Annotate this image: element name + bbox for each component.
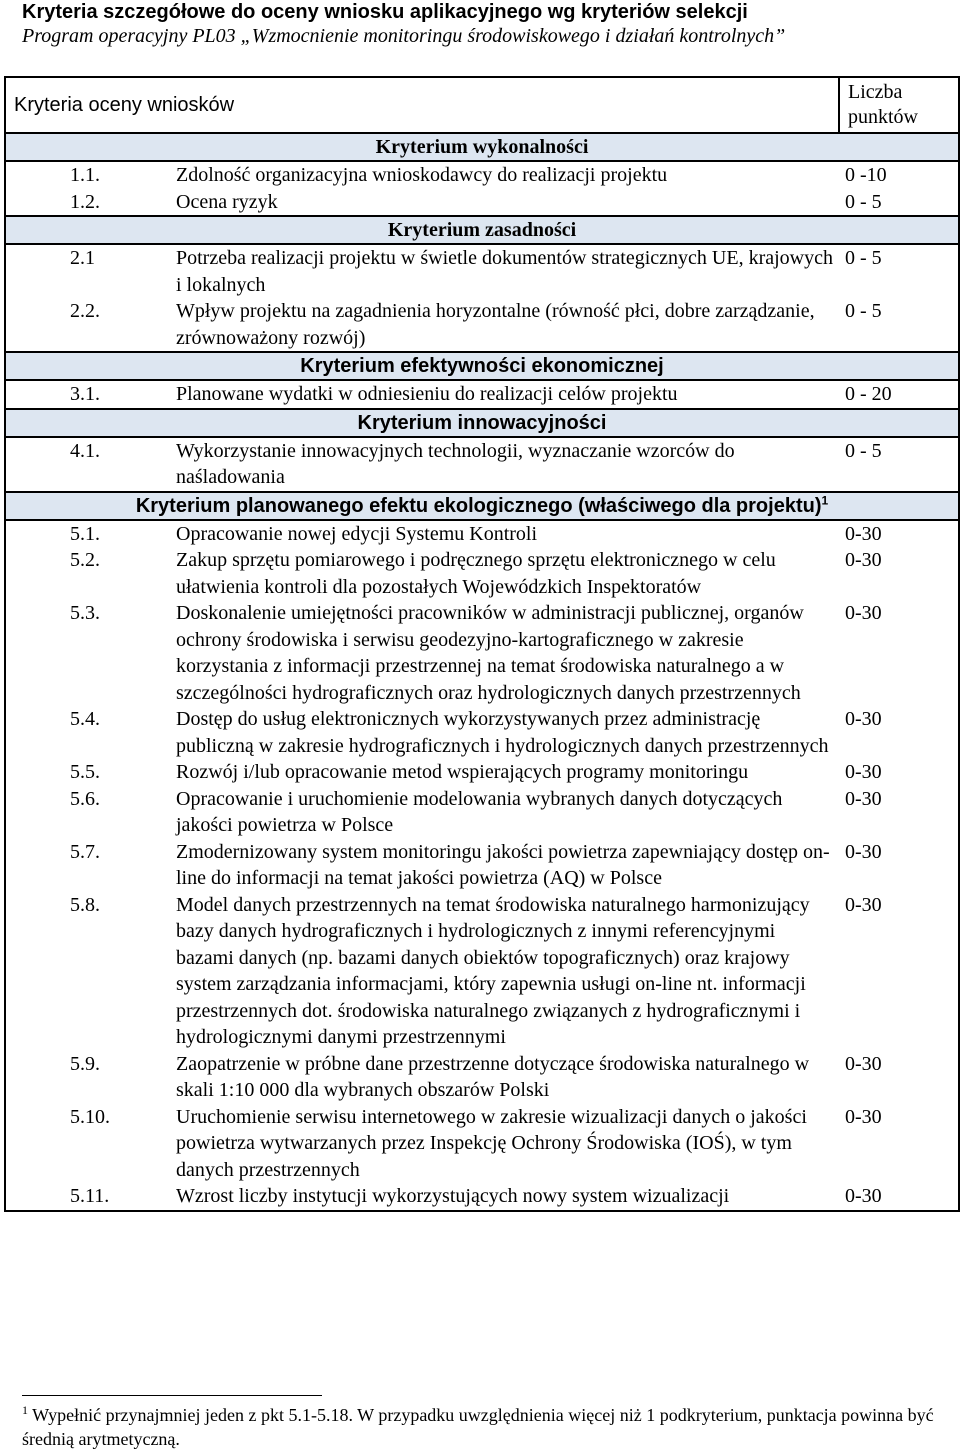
criteria-table-body (5, 77, 959, 1211)
footnote-separator (22, 1395, 322, 1396)
table-row (5, 1104, 959, 1184)
section-title (5, 409, 959, 437)
table-row (5, 244, 959, 298)
section-title-text: Kryterium efektywności ekonomicznej (300, 355, 664, 377)
criterion-description: Wpływ projektu na zagadnienia horyzontalne (równość płci, dobre zarządzanie, zrównoważony rozwój) (170, 298, 839, 352)
table-row (5, 706, 959, 759)
criterion-points: 0 - 5 (839, 244, 959, 298)
criterion-number: 5.2. (5, 547, 170, 600)
criterion-points: 0-30 (839, 839, 959, 892)
criterion-number: 5.8. (5, 892, 170, 1051)
section-title-text: Kryterium planowanego efektu ekologicznego (właściwego dla projektu) (135, 494, 822, 517)
criterion-description: Potrzeba realizacji projektu w świetle dokumentów strategicznych UE, krajowych i lokalnych (170, 244, 839, 298)
criterion-description: Rozwój i/lub opracowanie metod wspierających programy monitoringu (176, 761, 749, 783)
criterion-description: Zakup sprzętu pomiarowego i podręcznego sprzętu elektronicznego w celu ułatwienia kontroli dla pozostałych Wojewódzkich Inspektoratów (176, 549, 776, 598)
criterion-points: 0 -10 (839, 161, 959, 189)
criterion-description: Opracowanie nowej edycji Systemu Kontroli (170, 520, 839, 548)
criterion-number: 2.2. (5, 298, 170, 352)
criterion-number: 5.7. (5, 839, 170, 892)
table-row (5, 437, 959, 492)
criterion-number: 4.1. (5, 437, 170, 492)
footnote-text: Wypełnić przynajmniej jeden z pkt 5.1-5.18. W przypadku uwzględnienia więcej niż 1 podkryterium, punktacja powinna być średnią arytmetyczną. (22, 1405, 934, 1449)
table-row (5, 547, 959, 600)
table-row (5, 892, 959, 1051)
criterion-number: 1.2. (5, 189, 170, 217)
criterion-points: 0-30 (839, 892, 959, 1051)
criterion-description: Model danych przestrzennych na temat środowiska naturalnego harmonizujący bazy danych hydrograficznych i hydrologicznych z innymi referencyjnymi bazami danych (np. bazami danych obiektów topograficznych) oraz krajowy system zarządzania informacjami, który zapewnia usługi on-line nt. informacji przestrzennych dot. środowiska naturalnego związanych z hydrograficznymi i hydrologicznymi danymi przestrzennymi (176, 893, 810, 1048)
table-row (5, 839, 959, 892)
criterion-number: 5.6. (5, 786, 170, 839)
criterion-points: 0-30 (839, 520, 959, 548)
table-row (5, 380, 959, 409)
criterion-description: Ocena ryzyk (170, 189, 839, 217)
table-header-points (839, 77, 959, 133)
section-row (5, 133, 959, 161)
footnote-ref: 1 (821, 492, 829, 507)
section-title-text: Kryterium innowacyjności (357, 411, 607, 434)
criterion-number: 2.1 (5, 244, 170, 298)
criterion-number: 5.10. (5, 1104, 170, 1184)
table-row (5, 1051, 959, 1104)
section-title-text: Kryterium zasadności (387, 219, 577, 241)
criteria-table (4, 76, 960, 1212)
criterion-description: Zaopatrzenie w próbne dane przestrzenne dotyczące środowiska naturalnego w skali 1:10 000 dla wybranych obszarów Polski (176, 1052, 810, 1101)
criterion-description: Zmodernizowany system monitoringu jakości powietrza zapewniający dostęp on-line do informacji na temat jakości powietrza (AQ) w Polsce (176, 840, 830, 889)
criterion-points: 0 - 5 (839, 298, 959, 352)
criterion-number: 5.1. (5, 520, 170, 548)
criterion-description: Planowane wydatki w odniesieniu do realizacji celów projektu (170, 380, 839, 409)
table-row (5, 600, 959, 706)
table-header-row (5, 77, 959, 133)
criterion-points: 0-30 (839, 547, 959, 600)
criterion-points: 0-30 (839, 1104, 959, 1184)
table-row (5, 786, 959, 839)
table-row (5, 520, 959, 548)
footnote-mark: 1 (22, 1403, 28, 1417)
criterion-points: 0-30 (839, 786, 959, 839)
criterion-points: 0 - 5 (839, 189, 959, 217)
criterion-points: 0 - 5 (839, 437, 959, 492)
criterion-description: Wykorzystanie innowacyjnych technologii, wyznaczanie wzorców do naśladowania (170, 437, 839, 492)
document-subtitle: Program operacyjny PL03 „Wzmocnienie monitoringu środowiskowego i działań kontrolnych” (22, 25, 786, 47)
document-header (22, 0, 942, 48)
criterion-description: Zdolność organizacyjna wnioskodawcy do realizacji projektu (170, 161, 839, 189)
section-title (5, 216, 959, 244)
section-row (5, 492, 959, 520)
criterion-number: 5.9. (5, 1051, 170, 1104)
criterion-points: 0-30 (839, 759, 959, 786)
criterion-number: 1.1. (5, 161, 170, 189)
criterion-points: 0 - 20 (839, 380, 959, 409)
points-header-line1: Liczba (848, 81, 903, 103)
points-header-line2: punktów (848, 106, 918, 128)
criterion-points: 0-30 (839, 1183, 959, 1211)
criterion-description: Doskonalenie umiejętności pracowników w administracji publicznej, organów ochrony środowiska i serwisu geodezyjno-kartograficznego w zakresie korzystania z informacji przestrzennej na temat środowiska naturalnego a w szczególności hydrograficznych oraz hydrologicznych danych przestrzennych (176, 602, 804, 704)
criterion-description: Uruchomienie serwisu internetowego w zakresie wizualizacji danych o jakości powietrza wytwarzanych przez Inspekcję Ochrony Środowiska (IOŚ), w tym danych przestrzennych (176, 1105, 807, 1181)
criterion-points: 0-30 (839, 600, 959, 706)
section-title-text: Kryterium wykonalności (375, 136, 589, 158)
document-title: Kryteria szczegółowe do oceny wniosku aplikacyjnego wg kryteriów selekcji (22, 1, 748, 23)
section-row (5, 352, 959, 380)
section-title (5, 492, 959, 520)
criterion-description: Wzrost liczby instytucji wykorzystujących nowy system wizualizacji (170, 1183, 839, 1211)
criterion-number: 5.3. (5, 600, 170, 706)
criterion-description: Dostęp do usług elektronicznych wykorzystywanych przez administrację publiczną w zakresie hydrograficznych i hydrologicznych danych przestrzennych (176, 708, 829, 757)
criterion-number: 3.1. (5, 380, 170, 409)
criterion-points: 0-30 (839, 706, 959, 759)
criterion-number: 5.11. (5, 1183, 170, 1211)
section-row (5, 216, 959, 244)
criterion-number: 5.5. (5, 759, 170, 786)
table-row (5, 298, 959, 352)
criterion-number: 5.4. (5, 706, 170, 759)
table-header-label: Kryteria oceny wniosków (5, 77, 839, 133)
table-row (5, 189, 959, 217)
section-row (5, 409, 959, 437)
criterion-description: Opracowanie i uruchomienie modelowania wybranych danych dotyczących jakości powietrza w Polsce (176, 787, 783, 836)
section-title (5, 133, 959, 161)
criterion-points: 0-30 (839, 1051, 959, 1104)
footnote (22, 1403, 942, 1451)
table-row (5, 161, 959, 189)
table-row (5, 759, 959, 786)
table-row (5, 1183, 959, 1211)
section-title (5, 352, 959, 380)
